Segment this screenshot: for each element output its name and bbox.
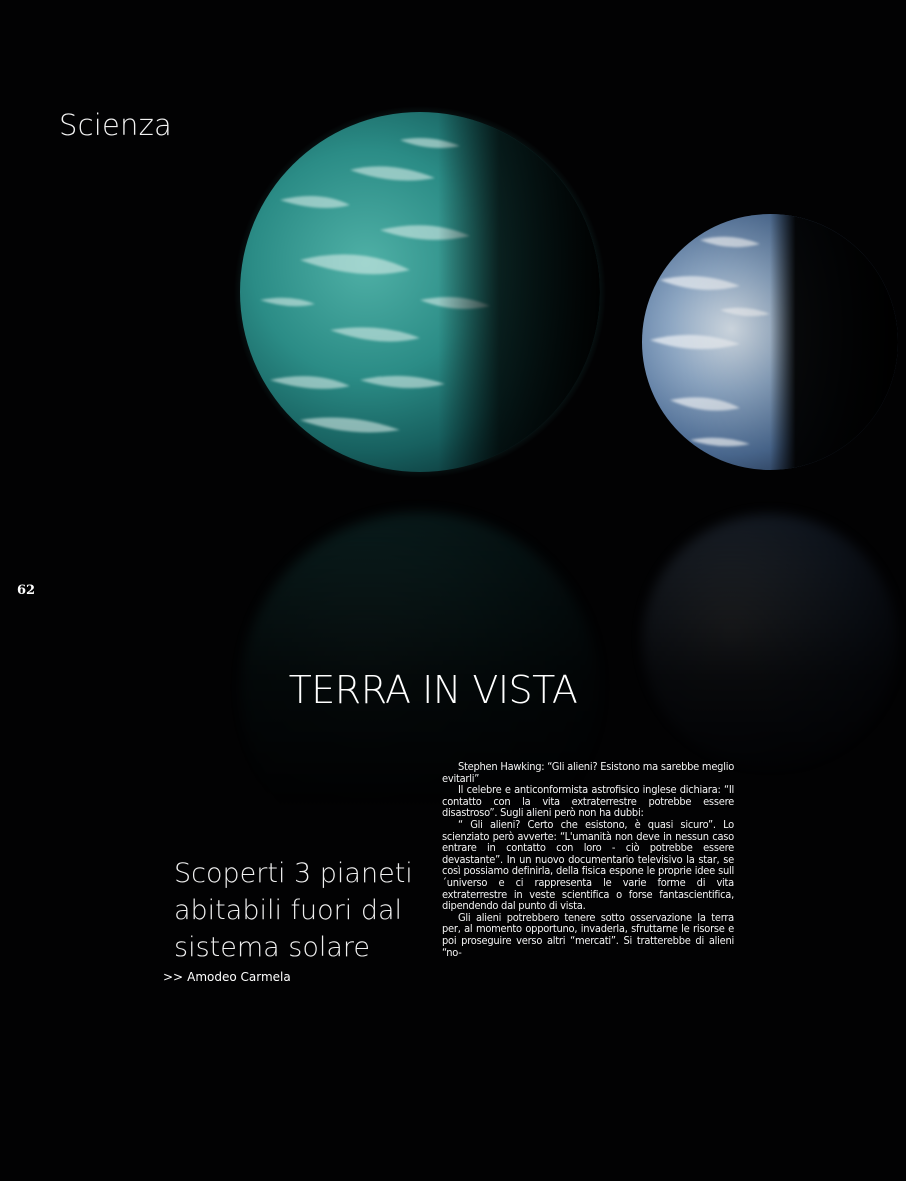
subtitle-line: Scoperti 3 pianeti [174,858,413,889]
large-planet [234,106,606,478]
byline-author: Amodeo Carmela [187,970,291,984]
article-subtitle [174,855,414,966]
section-label: Scienza [59,108,173,142]
page-number: 62 [17,583,36,598]
subtitle-line: sistema solare [174,932,371,963]
subtitle-line: abitabili fuori dal [174,895,403,926]
article-paragraph: Stephen Hawking: “Gli alieni? Esistono ma sarebbe meglio evitarli” [442,761,734,785]
small-planet [642,214,898,470]
article-paragraph: “ Gli alieni? Certo che esistono, è quasi sicuro”. Lo scienziato però avverte: “L'umanità non deve in nessun caso entrare in contatto con loro - ciò potrebbe essere devastante”. In un nuovo documentario televisivo la star, se così possiamo definirla, della fisica espone le proprie idee sull´universo e ci rappresenta le varie forme di vita extraterrestre in veste scientifica o forse fantascientifica, dipendendo dal punto di vista. [442,817,734,913]
article-body [442,761,734,1047]
byline-arrows: >> [163,970,184,984]
article-paragraph: Gli alieni potrebbero tenere sotto osservazione la terra per, al momento opportuno, invaderla, sfruttarne le risorse e poi proseguire verso altri “mercati”. Si tratterebbe di alieni “no- [442,910,734,959]
article-title: TERRA IN VISTA [288,668,578,712]
article-paragraph: Il celebre e anticonformista astrofisico inglese dichiara: “Il contatto con la vita extraterrestre potrebbe essere disastroso”. Sugli alieni però non ha dubbi: [442,783,734,820]
byline [163,970,291,984]
